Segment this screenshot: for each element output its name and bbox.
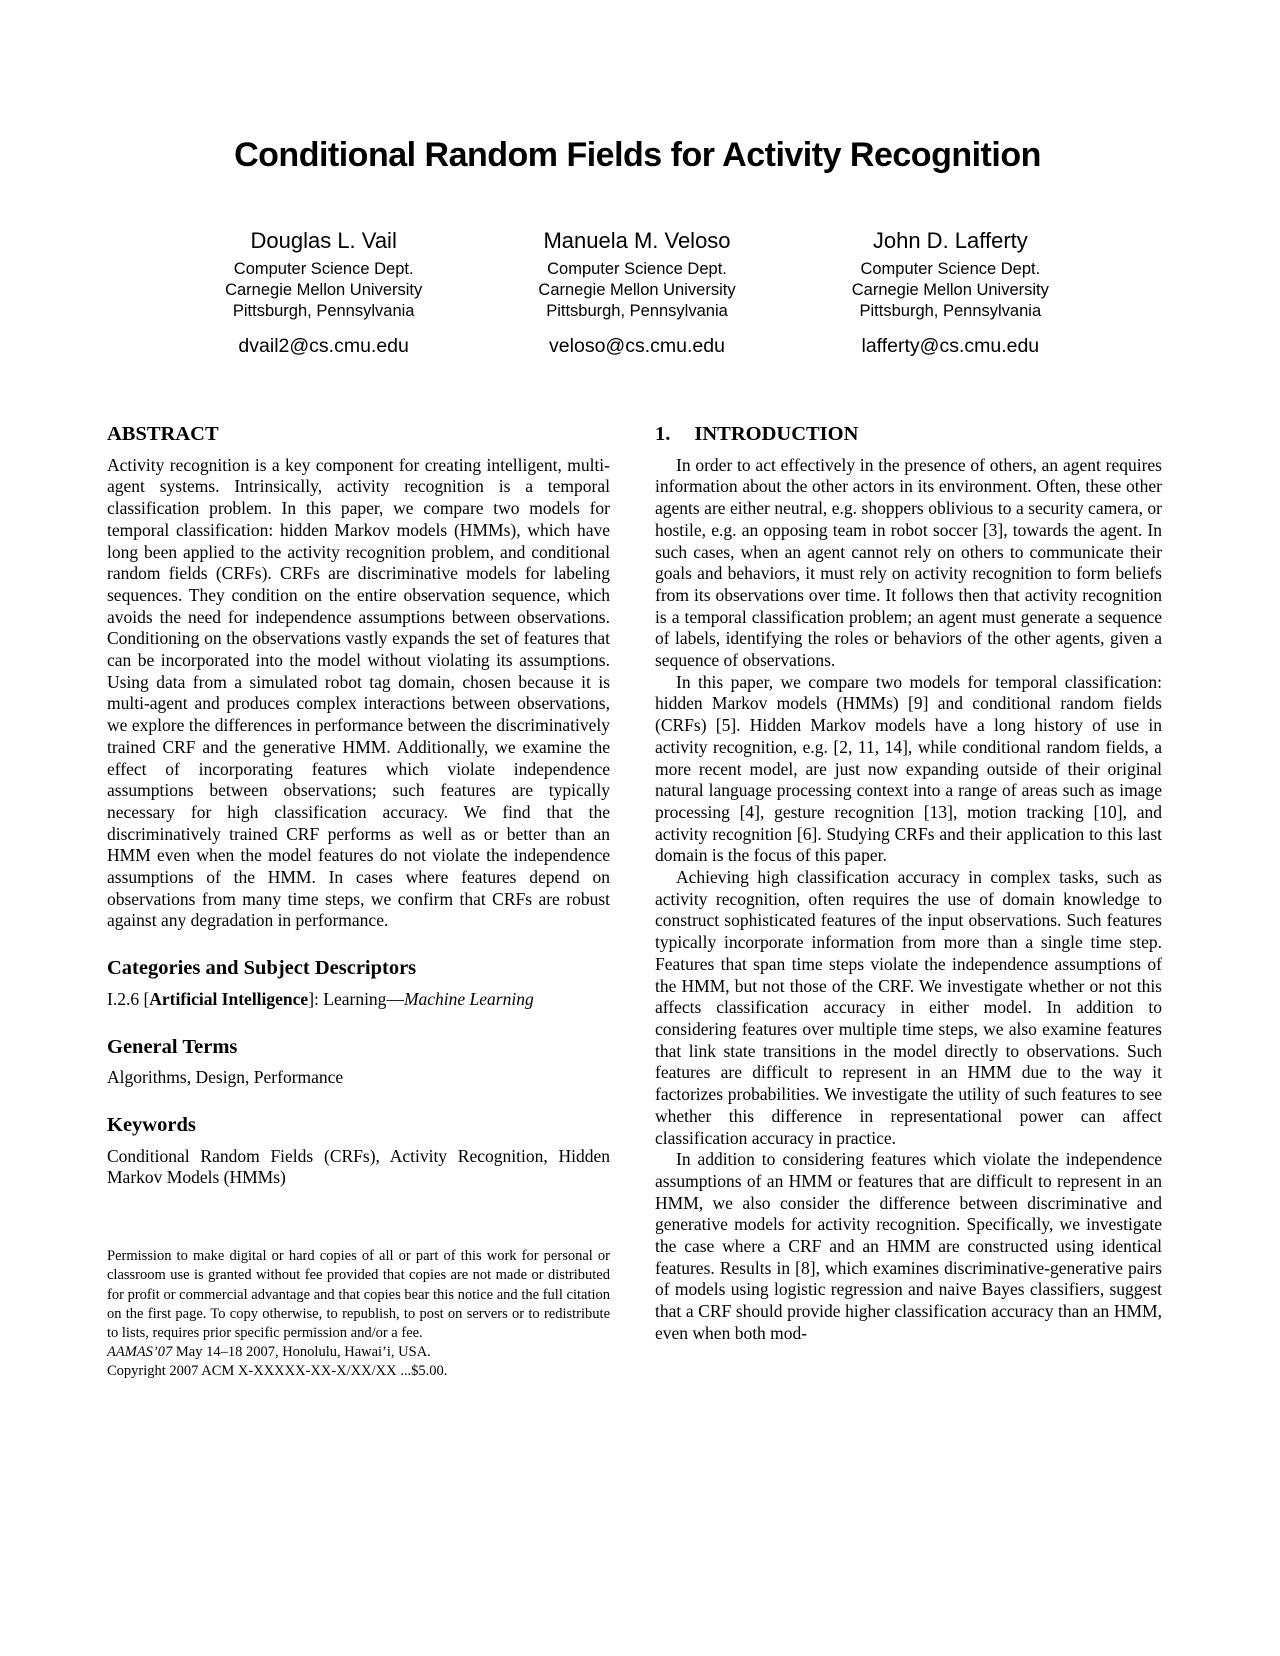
permission-notice [107,1247,610,1381]
section-title: INTRODUCTION [694,423,859,445]
author-location: Pittsburgh, Pennsylvania [859,302,1042,320]
author-email: lafferty@cs.cmu.edu [861,335,1040,357]
author-dept: Computer Science Dept. [547,260,727,278]
section-number: 1. [655,423,671,445]
categories-code-after: ]: Learning— [308,988,404,1009]
author-1 [167,228,480,358]
categories-code-italic: Machine Learning [403,988,534,1009]
intro-paragraph-4: In addition to considering features which violate the independence assumptions of an HMM or features that are difficult to represent in an HMM, we also consider the difference between discriminative and generative models for activity recognition. Specifically, we investigate the case where a CRF and an HMM are constructed using identical features. Results in [8], which examines discriminative-generative pairs of models using logistic regression and naive Bayes classifiers, suggest that a CRF should provide higher classification accuracy than an HMM, even when both mod- [655,1149,1162,1343]
categories-heading: Categories and Subject Descriptors [107,957,417,980]
author-dept: Computer Science Dept. [233,260,414,278]
author-3 [794,228,1107,358]
permission-text: Permission to make digital or hard copies of all or part of this work for personal or classroom use is granted without fee provided that copies are not made or distributed for profit or commercial advantage and that copies bear this notice and the full citation on the first page. To copy otherwise, to republish, to post on servers or to redistribute to lists, requires prior specific permission and/or a fee. [107,1248,610,1341]
author-university: Carnegie Mellon University [851,281,1049,299]
keywords-text: Conditional Random Fields (CRFs), Activity Recognition, Hidden Markov Models (HMMs) [107,1145,610,1188]
author-name: Douglas L. Vail [250,228,397,253]
categories-text [107,989,610,1011]
conference-line [107,1343,610,1362]
general-terms-heading: General Terms [107,1035,238,1058]
categories-code-prefix: I.2.6 [ [107,988,150,1009]
intro-paragraph-3: Achieving high classification accuracy in complex tasks, such as activity recognition, often requires the use of domain knowledge to construct sophisticated features of the input observations. Such features typically incorporate information from more than a single time step. Features that span time steps violate the independence assumptions of the HMM, but not those of the CRF. We investigate whether or not this affects classification accuracy in either model. In addition to considering features over multiple time steps, we also examine features that link state transitions in the model directly to observations. Such features are difficult to represent in an HMM due to the way it factorizes probabilities. We investigate the utility of such features to see whether this difference in representational power can affect classification accuracy in practice. [655,867,1162,1148]
author-2 [480,228,793,358]
author-name: John D. Lafferty [872,228,1028,253]
author-block [167,228,1107,358]
left-column [107,424,610,1382]
intro-paragraph-2: In this paper, we compare two models for temporal classification: hidden Markov models (HMMs) [9] and conditional random fields (CRFs) [5]. Hidden Markov models have a long history of use in activity recognition, e.g. [2, 11, 14], while conditional random fields, a more recent model, are just now expanding outside of their original natural language processing context into a range of areas such as image processing [4], gesture recognition [13], motion tracking [10], and activity recognition [6]. Studying CRFs and their application to this last domain is the focus of this paper. [655,671,1162,866]
author-email: veloso@cs.cmu.edu [549,335,725,357]
conference-name: AAMAS’07 [107,1344,173,1361]
categories-code-bold: Artificial Intelligence [149,988,309,1009]
author-location: Pittsburgh, Pennsylvania [546,302,728,320]
author-dept: Computer Science Dept. [860,260,1041,278]
abstract-text: Activity recognition is a key component for creating intelligent, multi-agent systems. Intrinsically, activity recognition is a temporal classification problem. In this paper, we compare two models for temporal classification: hidden Markov models (HMMs), which have long been applied to the activity recognition problem, and conditional random fields (CRFs). CRFs are discriminative models for labeling sequences. They condition on the entire observation sequence, which avoids the need for independence assumptions between observations. Conditioning on the observations vastly expands the set of features that can be incorporated into the model without violating its assumptions. Using data from a simulated robot tag domain, chosen because it is multi-agent and produces complex interactions between observations, we explore the differences in performance between the discriminatively trained CRF and the generative HMM. Additionally, we examine the effect of incorporating features which violate independence assumptions between observations; such features are typically necessary for high classification accuracy. We find that the discriminatively trained CRF performs as well as or better than an HMM even when the model features do not violate the independence assumptions of the HMM. In cases where features depend on observations from many time steps, we confirm that CRFs are robust against any degradation in performance. [107,454,610,931]
paper-title: Conditional Random Fields for Activity Recognition [234,136,1041,174]
author-email: dvail2@cs.cmu.edu [238,335,409,357]
general-terms-text: Algorithms, Design, Performance [107,1067,344,1088]
author-location: Pittsburgh, Pennsylvania [232,302,415,320]
right-column [655,424,1162,1345]
introduction-heading [655,424,1162,446]
copyright-line: Copyright 2007 ACM X-XXXXX-XX-X/XX/XX ...$5.00. [107,1363,448,1380]
keywords-heading: Keywords [107,1113,196,1136]
author-university: Carnegie Mellon University [225,281,423,299]
conference-details: May 14–18 2007, Honolulu, Hawai’i, USA. [172,1344,431,1361]
intro-paragraph-1: In order to act effectively in the presence of others, an agent requires information about the other actors in its environment. Often, these other agents are either neutral, e.g. shoppers oblivious to a security camera, or hostile, e.g. an opposing team in robot soccer [3], towards the agent. In such cases, when an agent cannot rely on others to communicate their goals and behaviors, it must rely on activity recognition to form beliefs from its observations over time. It follows then that activity recognition is a temporal classification problem; an agent must generate a sequence of labels, identifying the roles or behaviors of the other agents, given a sequence of observations. [655,454,1162,671]
author-university: Carnegie Mellon University [538,281,736,299]
author-name: Manuela M. Veloso [543,228,731,253]
abstract-heading: ABSTRACT [107,423,219,445]
